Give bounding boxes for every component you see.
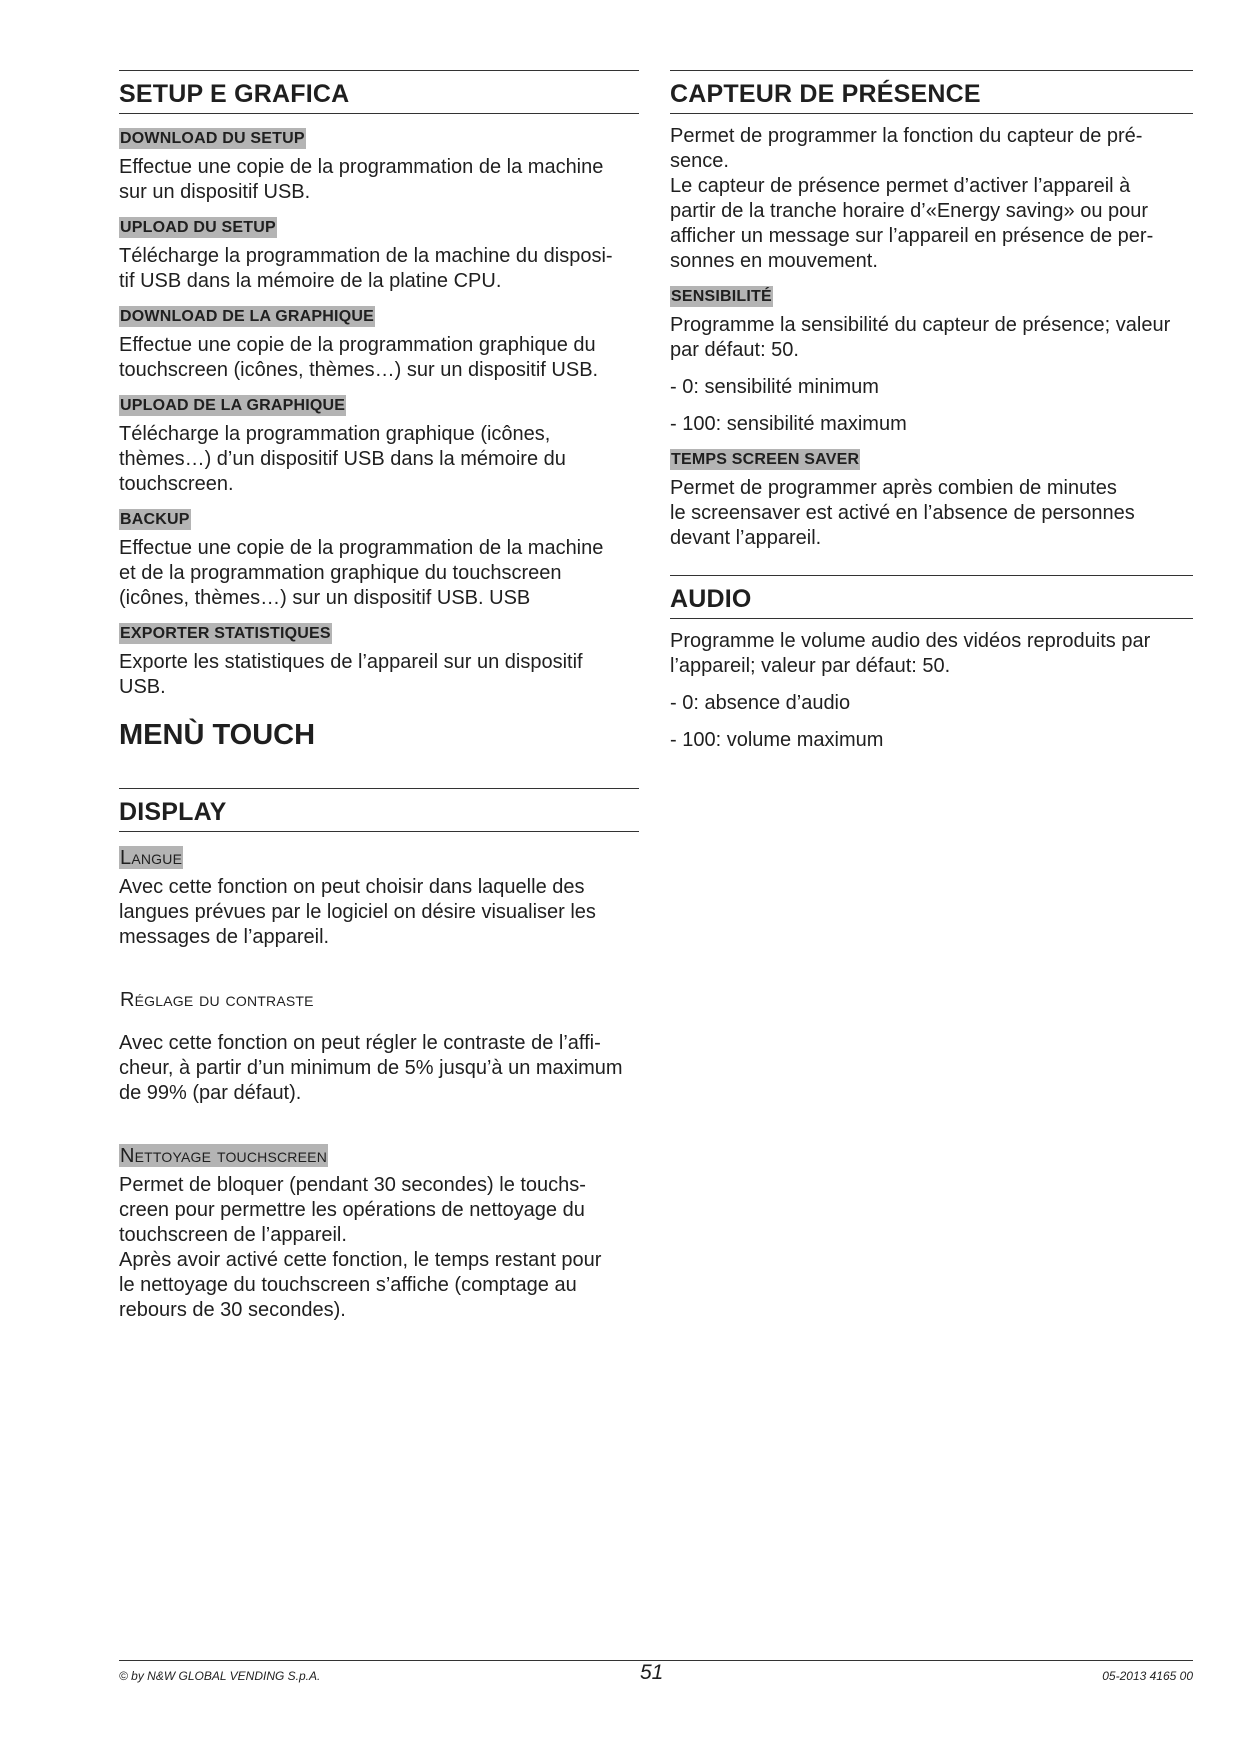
audio-max-item: - 100: volume maximum bbox=[670, 729, 884, 751]
section-title-audio: AUDIO bbox=[670, 575, 1193, 619]
text-nettoyage-touchscreen: Permet de bloquer (pendant 30 secondes) le touchs- creen pour permettre les opérations de nettoyage du touchscreen de l’appareil. Après avoir activé cette fonction, le temps restant pour le nettoyage du touchscreen s’affiche (comptage au rebours de 30 secondes). bbox=[119, 1174, 602, 1321]
subheading-backup: BACKUP bbox=[120, 511, 190, 528]
menu-touch-title: MENÙ TOUCH bbox=[119, 719, 316, 751]
section-title-display: DISPLAY bbox=[119, 788, 639, 832]
subheading-langue: Langue bbox=[120, 847, 183, 869]
text-upload-setup: Télécharge la programmation de la machine du disposi- tif USB dans la mémoire de la platine CPU. bbox=[119, 245, 613, 292]
subheading-reglage-contraste: Réglage du contraste bbox=[120, 989, 314, 1011]
audio-min-item: - 0: absence d’audio bbox=[670, 692, 851, 714]
left-column bbox=[119, 70, 639, 1335]
subheading-download-setup: DOWNLOAD DU SETUP bbox=[120, 130, 305, 147]
text-temps-screen-saver: Permet de programmer après combien de minutes le screensaver est activé en l’absence de personnes devant l’appareil. bbox=[670, 477, 1135, 549]
text-langue: Avec cette fonction on peut choisir dans laquelle des langues prévues par le logiciel on désire visualiser les messages de l’appareil. bbox=[119, 876, 596, 948]
text-sensibilite: Programme la sensibilité du capteur de présence; valeur par défaut: 50. bbox=[670, 314, 1171, 361]
text-download-graphique: Effectue une copie de la programmation graphique du touchscreen (icônes, thèmes…) sur un dispositif USB. bbox=[119, 334, 599, 381]
section-title-capteur: CAPTEUR DE PRÉSENCE bbox=[670, 70, 1193, 114]
sensibilite-min-item: - 0: sensibilité minimum bbox=[670, 376, 879, 398]
subheading-upload-graphique: UPLOAD DE LA GRAPHIQUE bbox=[120, 397, 346, 414]
right-column bbox=[670, 70, 1193, 765]
page-number: 51 bbox=[640, 1661, 664, 1684]
subheading-upload-setup: UPLOAD DU SETUP bbox=[120, 219, 276, 236]
subheading-temps-screen-saver: TEMPS SCREEN SAVER bbox=[671, 451, 860, 468]
text-exporter-statistiques: Exporte les statistiques de l’appareil sur un dispositif USB. bbox=[119, 651, 583, 698]
subheading-nettoyage-touchscreen: Nettoyage touchscreen bbox=[120, 1145, 328, 1167]
text-audio: Programme le volume audio des vidéos reproduits par l’appareil; valeur par défaut: 50. bbox=[670, 630, 1151, 677]
text-upload-graphique: Télécharge la programmation graphique (icônes, thèmes…) d’un dispositif USB dans la mémoire du touchscreen. bbox=[119, 423, 566, 495]
subheading-exporter-statistiques: EXPORTER STATISTIQUES bbox=[120, 625, 331, 642]
section-title-setup: SETUP E GRAFICA bbox=[119, 70, 639, 114]
footer-doc-code: 05-2013 4165 00 bbox=[1102, 1669, 1193, 1683]
text-backup: Effectue une copie de la programmation de la machine et de la programmation graphique du touchscreen (icônes, thèmes…) sur un dispositif USB. USB bbox=[119, 537, 604, 609]
footer-copyright: © by N&W GLOBAL VENDING S.p.A. bbox=[119, 1669, 321, 1683]
text-reglage-contraste: Avec cette fonction on peut régler le contraste de l’affi- cheur, à partir d’un minimum de 5% jusqu’à un maximum de 99% (par défaut). bbox=[119, 1032, 623, 1104]
text-capteur: Permet de programmer la fonction du capteur de pré- sence. Le capteur de présence permet d’activer l’appareil à partir de la tranche horaire d’«Energy saving» ou pour afficher un message sur l’appareil en présence de per- sonnes en mouvement. bbox=[670, 125, 1154, 272]
text-download-setup: Effectue une copie de la programmation de la machine sur un dispositif USB. bbox=[119, 156, 604, 203]
sensibilite-max-item: - 100: sensibilité maximum bbox=[670, 413, 907, 435]
subheading-sensibilite: SENSIBILITÉ bbox=[671, 288, 772, 305]
subheading-download-graphique: DOWNLOAD DE LA GRAPHIQUE bbox=[120, 308, 374, 325]
